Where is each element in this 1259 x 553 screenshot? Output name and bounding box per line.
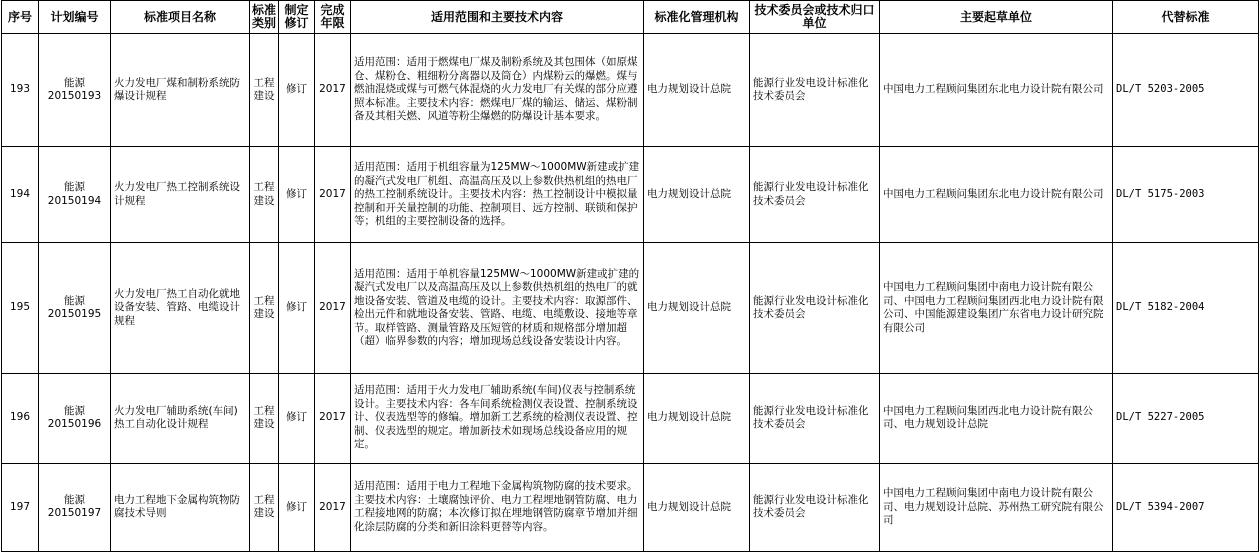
row-category: 工程建设	[250, 463, 279, 551]
row-management-org: 电力规划设计总院	[644, 34, 750, 147]
row-revision: 修订	[279, 373, 315, 463]
row-management-org: 电力规划设计总院	[644, 147, 750, 243]
header-plan-number: 计划编号	[39, 1, 111, 34]
row-revision: 修订	[279, 463, 315, 551]
row-scope: 适用范围：适用于单机容量125MW～1000MW新建或扩建的凝汽式发电厂以及高温高压及以上参数供热机组的热电厂的就地设备安装、管道及电缆的设计。主要技术内容：取源部件、检出元件和就地设备安装、管路、电缆、电缆敷设、接地等章节。取样管路、测量管路及压短管的材质和规格部分增加超（超）临界参数的内容；增加现场总线设备安装设计内容。	[351, 243, 644, 373]
row-project-name: 火力发电厂热工自动化就地设备安装、管路、电缆设计规程	[111, 243, 250, 373]
row-plan-number: 能源20150196	[39, 373, 111, 463]
row-no: 196	[2, 373, 39, 463]
row-revision: 修订	[279, 147, 315, 243]
header-category: 标准类别	[250, 1, 279, 34]
table-row	[2, 34, 1259, 147]
row-committee: 能源行业发电设计标准化技术委员会	[750, 147, 880, 243]
row-committee: 能源行业发电设计标准化技术委员会	[750, 463, 880, 551]
table-body	[2, 34, 1259, 552]
row-plan-number: 能源20150197	[39, 463, 111, 551]
row-replaced-standard: DL/T 5227-2005	[1113, 373, 1259, 463]
table-row	[2, 243, 1259, 373]
row-scope: 适用范围：适用于电力工程地下金属构筑物防腐的技术要求。主要技术内容：土壤腐蚀评价、电力工程埋地钢管防腐、电力工程接地网的防腐；本次修订拟在埋地钢管防腐章节增加并细化涂层防腐的分类和新旧涂料更替等内容。	[351, 463, 644, 551]
header-scope: 适用范围和主要技术内容	[351, 1, 644, 34]
row-year: 2017	[315, 147, 351, 243]
row-management-org: 电力规划设计总院	[644, 373, 750, 463]
row-year: 2017	[315, 463, 351, 551]
row-category: 工程建设	[250, 147, 279, 243]
header-committee: 技术委员会或技术归口单位	[750, 1, 880, 34]
row-replaced-standard: DL/T 5394-2007	[1113, 463, 1259, 551]
table-row	[2, 373, 1259, 463]
row-plan-number: 能源20150194	[39, 147, 111, 243]
header-replaced-standard: 代替标准	[1113, 1, 1259, 34]
row-drafter: 中国电力工程顾问集团东北电力设计院有限公司	[880, 34, 1113, 147]
table-header	[2, 1, 1259, 34]
standards-table	[1, 0, 1259, 552]
header-year: 完成年限	[315, 1, 351, 34]
row-replaced-standard: DL/T 5203-2005	[1113, 34, 1259, 147]
row-project-name: 电力工程地下金属构筑物防腐技术导则	[111, 463, 250, 551]
header-row	[2, 1, 1259, 34]
row-category: 工程建设	[250, 34, 279, 147]
row-committee: 能源行业发电设计标准化技术委员会	[750, 34, 880, 147]
row-year: 2017	[315, 34, 351, 147]
row-no: 193	[2, 34, 39, 147]
row-drafter: 中国电力工程顾问集团东北电力设计院有限公司	[880, 147, 1113, 243]
row-category: 工程建设	[250, 373, 279, 463]
row-revision: 修订	[279, 243, 315, 373]
header-management-org: 标准化管理机构	[644, 1, 750, 34]
table-row	[2, 463, 1259, 551]
row-no: 195	[2, 243, 39, 373]
header-revision: 制定修订	[279, 1, 315, 34]
row-revision: 修订	[279, 34, 315, 147]
row-project-name: 火力发电厂煤和制粉系统防爆设计规程	[111, 34, 250, 147]
row-drafter: 中国电力工程顾问集团西北电力设计院有限公司、电力规划设计总院	[880, 373, 1113, 463]
row-replaced-standard: DL/T 5175-2003	[1113, 147, 1259, 243]
row-committee: 能源行业发电设计标准化技术委员会	[750, 243, 880, 373]
table-row	[2, 147, 1259, 243]
row-management-org: 电力规划设计总院	[644, 463, 750, 551]
row-year: 2017	[315, 243, 351, 373]
row-year: 2017	[315, 373, 351, 463]
row-project-name: 火力发电厂辅助系统(车间)热工自动化设计规程	[111, 373, 250, 463]
header-project-name: 标准项目名称	[111, 1, 250, 34]
row-drafter: 中国电力工程顾问集团中南电力设计院有限公司、电力规划设计总院、苏州热工研究院有限公司	[880, 463, 1113, 551]
row-committee: 能源行业发电设计标准化技术委员会	[750, 373, 880, 463]
header-no: 序号	[2, 1, 39, 34]
header-drafter: 主要起草单位	[880, 1, 1113, 34]
row-no: 197	[2, 463, 39, 551]
row-plan-number: 能源20150195	[39, 243, 111, 373]
row-no: 194	[2, 147, 39, 243]
row-project-name: 火力发电厂热工控制系统设计规程	[111, 147, 250, 243]
row-scope: 适用范围：适用于机组容量为125MW～1000MW新建或扩建的凝汽式发电厂机组、高温高压及以上参数供热机组的热电厂的热工控制系统设计。主要技术内容：热工控制设计中模拟量控制和开关量控制的功能、控制项目、远方控制、联锁和保护等；机组的主要控制设备的选择。	[351, 147, 644, 243]
row-category: 工程建设	[250, 243, 279, 373]
row-drafter: 中国电力工程顾问集团中南电力设计院有限公司、中国电力工程顾问集团西北电力设计院有限公司、中国能源建设集团广东省电力设计研究院有限公司	[880, 243, 1113, 373]
row-scope: 适用范围：适用于火力发电厂辅助系统(车间)仪表与控制系统设计。主要技术内容：各车间系统检测仪表设置、控制系统设计、仪表选型等的修编。增加新工艺系统的检测仪表设置、控制、仪表选型的规定。增加新技术如现场总线设备应用的规定。	[351, 373, 644, 463]
row-management-org: 电力规划设计总院	[644, 243, 750, 373]
row-replaced-standard: DL/T 5182-2004	[1113, 243, 1259, 373]
row-plan-number: 能源20150193	[39, 34, 111, 147]
row-scope: 适用范围：适用于燃煤电厂煤及制粉系统及其包围体（如原煤仓、煤粉仓、粗细粉分离器以及筒仓）内煤粉云的爆燃。煤与燃油混烧或煤与可燃气体混烧的火力发电厂有关煤的部分应遵照本标准。主要技术内容：燃煤电厂煤的输运、储运、煤粉制备及其相关燃、风道等粉尘爆燃的防爆设计基本要求。	[351, 34, 644, 147]
